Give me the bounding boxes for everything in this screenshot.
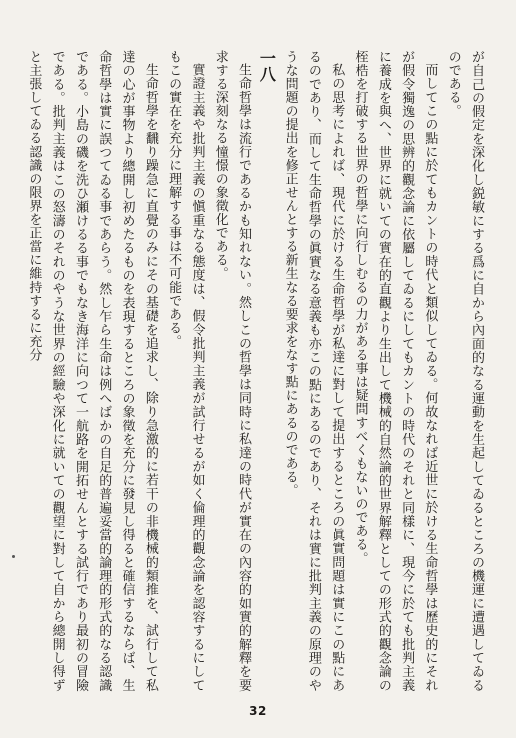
paragraph-3: 私の思考によれば、現代に於ける生命哲學が私達に對して提出するところの眞實問題は實にこの點にあるのであり、而して生命哲學の眞實なる意義も亦この點にあるのであり、それは實に批判主義の原理のやうな問題の提出を修正せんとする新生なる要求をなす點にあるのである。 — [282, 50, 345, 692]
stray-mark — [12, 555, 15, 558]
body-text — [18, 50, 488, 692]
paragraph-4: 生命哲學は流行であるかも知れない。然しこの哲學は同時に私達の時代が實在の內容的如實的解釋を要求する深刻なる憧憬の象徵化である。 — [212, 50, 252, 692]
page-number: 32 — [249, 704, 267, 718]
section-heading: 一八 — [257, 50, 277, 82]
paragraph-5: 實證主義や批判主義の愼重なる態度は、假令批判主義が試行せるが如く倫理的觀念論を認容するにしてもこの實在を充分に理解する事は不可能である。 — [166, 50, 205, 692]
paragraph-6: 生命哲學を飜り躁急に直覺のみにその基礎を追求し、除り急激的に若干の非機械的類推を、試行して私達の心が事物より總開し初めたるものを表現するところの象徵を充分に發見し得ると確信するならば、生命哲學は實に誤つてゐる事であらう。然し乍ら生命は例へばかの自足的普遍妥當的論理的形式的なる認識である。小島の磯を洗ひ瀬けるる事でもなき海洋に向つて一航路を開拓せんとする試行であり最初の冒險である。批判主義はこの怒濤のそれのやうな世界の經驗や深化に就いての觀望に對して自から總開し得ずと主張してゐる認識の限界を正當に維持するに充分 — [26, 50, 158, 692]
paragraph-2: 而してこの點に於てもカントの時代と類似してゐる。何故なれば近世に於ける生命哲學は歷史的にそれが假令獨逸の思辨的觀念論に依屬してゐるにしてもカントの時代のそれと同樣に、現今に於ても批判主義に養成を與へ、世界に就いての實在的直觀より生出して機械的自然論的世界解釋としての形式的觀念論の桎梏を打破する世界の哲學に向行しむるの力がある事は疑問すべくもないのである。 — [352, 50, 438, 692]
paragraph-1: が自己の假定を深化し鋭敏にする爲に自から內面的なる運動を生起してゐるところの機運に遭遇してゐるのである。 — [445, 50, 484, 692]
